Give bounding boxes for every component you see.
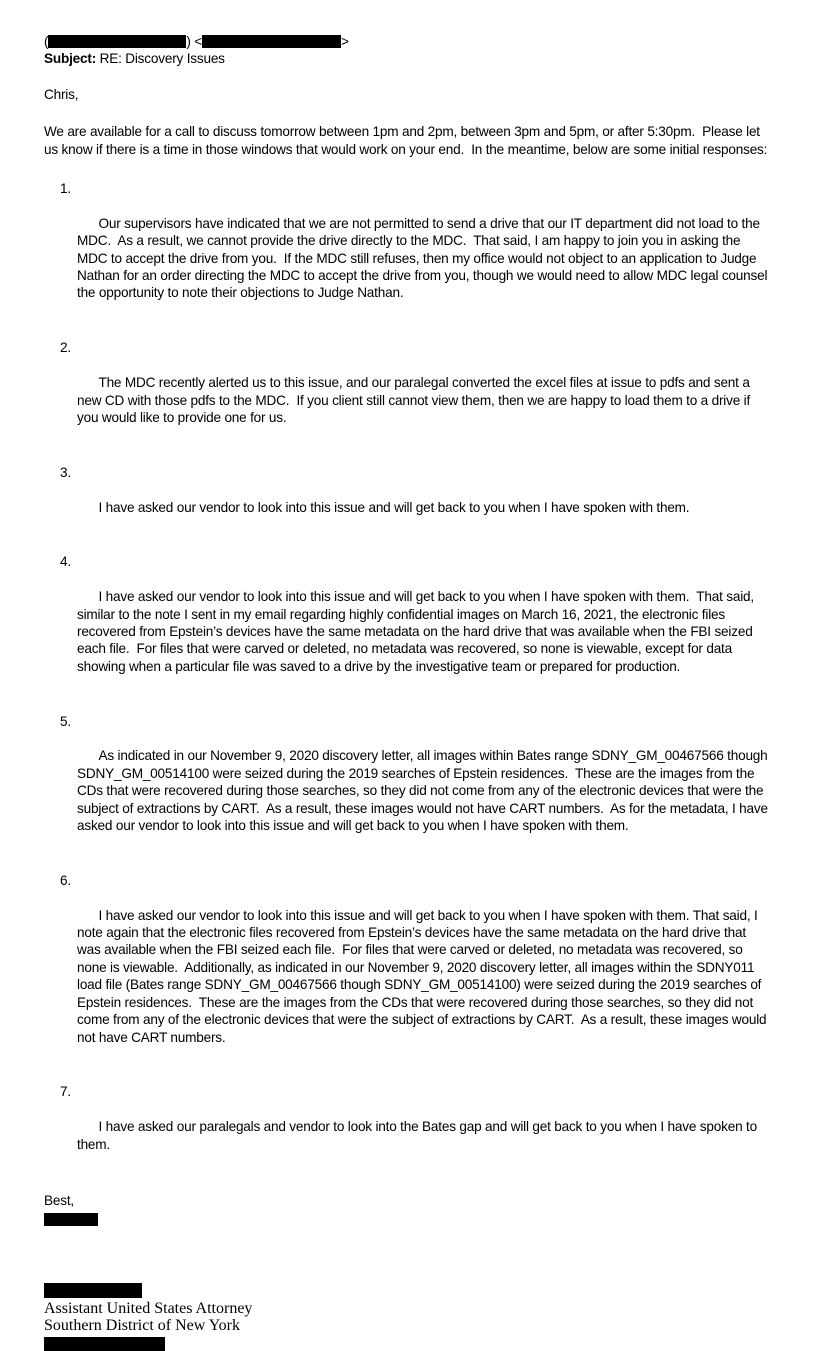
list-item-2-number: 2. <box>60 340 71 356</box>
list-item-5 <box>44 713 772 852</box>
list-item-5-number: 5. <box>60 713 71 729</box>
redaction-sender-name <box>48 35 186 48</box>
list-item-3-text: I have asked our vendor to look into this issue and will get back to you when I have spoken with them. <box>98 499 690 515</box>
sender-line-open-paren: ( <box>44 34 49 49</box>
greeting: Chris, <box>44 86 79 102</box>
sender-line <box>44 33 772 50</box>
list-item-6 <box>44 872 772 1063</box>
signature-office: Southern District of New York <box>44 1317 240 1335</box>
sender-line-close-bracket: > <box>340 34 349 49</box>
signature-title: Assistant United States Attorney <box>44 1299 253 1317</box>
list-item-2-text: The MDC recently alerted us to this issue, and our paralegal converted the excel files at issue to pdfs and sent a new CD with those pdfs to the MDC. If you client still cannot view them, then we are happy to load them to a drive if you would like to provide one for us. <box>77 375 754 425</box>
list-item-5-text: As indicated in our November 9, 2020 discovery letter, all images within Bates range SDNY_GM_00467566 though SDNY_GM_00514100 were seized during the 2019 searches of Epstein residences. These are the images from the CDs that were recovered during those searches, so they did not come from any of the electronic devices that were the subject of extractions by CART. As a result, these images would not have CART numbers. As for the metadata, I have asked our vendor to look into this issue and will get back to you when I have spoken with them. <box>77 748 772 834</box>
list-item-7 <box>44 1083 772 1170</box>
signature-block <box>44 1283 772 1351</box>
list-item-1-number: 1. <box>60 181 71 197</box>
list-item-4 <box>44 553 772 692</box>
intro-paragraph: We are available for a call to discuss tomorrow between 1pm and 2pm, between 3pm and 5pm, or after 5:30pm. Please let us know if there is a time in those windows that would work on your end. In the meantime, below are some initial responses: <box>44 124 768 157</box>
responses-list <box>44 180 772 1170</box>
list-item-7-text: I have asked our paralegals and vendor to look into the Bates gap and will get back to you when I have spoken to them. <box>77 1119 761 1152</box>
list-item-6-number: 6. <box>60 872 71 888</box>
list-item-7-number: 7. <box>60 1084 71 1100</box>
list-item-3-number: 3. <box>60 464 71 480</box>
subject-line <box>44 50 772 67</box>
list-item-1 <box>44 180 772 319</box>
redaction-signature-phone <box>44 1337 165 1351</box>
list-item-1-text: Our supervisors have indicated that we are not permitted to send a drive that our IT department did not load to the MDC. As a result, we cannot provide the drive directly to the MDC. That said, I am happy to join you in asking the MDC to accept the drive from you. If the MDC still refuses, then my office would not object to an application to Judge Nathan for an order directing the MDC to accept the drive from you, though we would need to allow MDC legal counsel the opportunity to note their objections to Judge Nathan. <box>77 215 771 301</box>
list-item-3 <box>44 464 772 534</box>
list-item-2 <box>44 339 772 443</box>
redaction-sender-email <box>202 35 341 48</box>
redaction-signoff-name <box>44 1213 98 1226</box>
list-item-4-text: I have asked our vendor to look into this issue and will get back to you when I have spoken with them. That said, similar to the note I sent in my email regarding highly confidential images on March 16, 2021, the electronic files recovered from Epstein’s devices have the same metadata on the hard drive that was available when the FBI seized each file. For files that were carved or deleted, no metadata was recovered, so none is viewable, except for data showing when a particular file was saved to a drive by the investigative team or prepared for production. <box>77 589 758 674</box>
sender-line-separator: ) < <box>186 34 202 49</box>
closing: Best, <box>44 1193 74 1209</box>
list-item-6-text: I have asked our vendor to look into this issue and will get back to you when I have spoken with them. That said, I note again that the electronic files recovered from Epstein’s devices have the same metadata on the hard drive that was available when the FBI seized each file. For files that were carved or deleted, no metadata was recovered, so none is viewable. Additionally, as indicated in our November 9, 2020 discovery letter, all images within the SDNY011 load file (Bates range SDNY_GM_00467566 though SDNY_GM_00514100) were seized during the 2019 searches of Epstein residences. These are the images from the CDs that were recovered during those searches, so they did not come from any of the electronic devices that were the subject of extractions by CART. As a result, these images would not have CART numbers. <box>77 907 770 1045</box>
redaction-signature-name <box>44 1283 142 1298</box>
list-item-4-number: 4. <box>60 554 71 570</box>
subject-label: Subject: <box>44 51 97 67</box>
subject-value: RE: Discovery Issues <box>96 51 225 67</box>
